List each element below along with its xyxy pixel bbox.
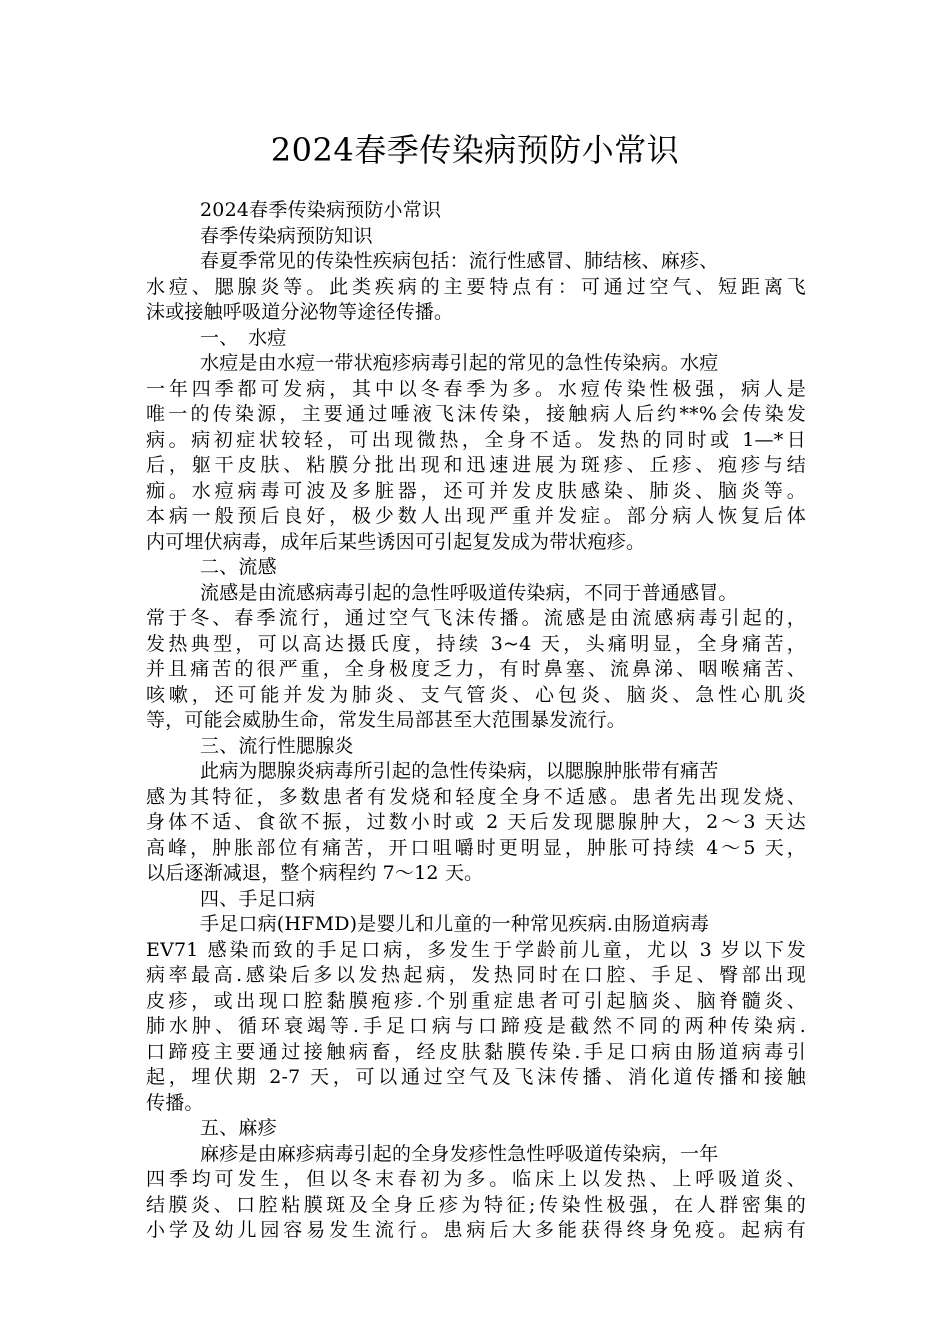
- text-line: 传播。: [146, 1091, 204, 1114]
- text-line: 二、流感: [200, 556, 277, 578]
- text-line: 身体不适、食欲不振，过数小时或 2 天后发现腮腺肿大，2～3 天达: [146, 811, 806, 833]
- text-line: 咳嗽，还可能并发为肺炎、支气管炎、心包炎、脑炎、急性心肌炎: [146, 683, 806, 706]
- text-line: 流感是由流感病毒引起的急性呼吸道传染病，不同于普通感冒。: [200, 581, 738, 604]
- text-line: EV71 感染而致的手足口病，多发生于学龄前儿童，尤以 3 岁以下发: [146, 938, 806, 961]
- text-line: 四、手足口病: [200, 887, 316, 910]
- text-line: 三、流行性腮腺炎: [200, 734, 354, 757]
- text-line: 病率最高.感染后多以发热起病，发热同时在口腔、手足、臀部出现: [146, 964, 806, 986]
- text-line: 口蹄疫主要通过接触病畜，经皮肤黏膜传染.手足口病由肠道病毒引: [146, 1040, 806, 1063]
- text-line: 痂。水痘病毒可波及多脏器，还可并发皮肤感染、肺炎、脑炎等。: [146, 479, 806, 502]
- text-line: 高峰，肿胀部位有痛苦，开口咀嚼时更明显，肿胀可持续 4～5 天，: [146, 836, 806, 859]
- text-line: 内可埋伏病毒，成年后某些诱因可引起复发成为带状疱疹。: [146, 530, 646, 553]
- text-line: 以后逐渐减退，整个病程约 7～12 天。: [146, 862, 484, 884]
- document-title: 2024春季传染病预防小常识: [270, 131, 680, 169]
- text-line: 并且痛苦的很严重，全身极度乏力，有时鼻塞、流鼻涕、咽喉痛苦、: [146, 658, 806, 680]
- text-line: 后，躯干皮肤、粘膜分批出现和迅速进展为斑疹、丘疹、疱疹与结: [146, 454, 806, 476]
- text-line: 感为其特征，多数患者有发烧和轻度全身不适感。患者先出现发烧、: [146, 785, 806, 808]
- text-line: 春季传染病预防知识: [200, 224, 373, 247]
- text-line: 手足口病(HFMD)是婴儿和儿童的一种常见疾病.由肠道病毒: [200, 913, 710, 935]
- text-line: 唯一的传染源，主要通过唾液飞沫传染，接触病人后约**%会传染发: [146, 403, 806, 425]
- text-line: 结膜炎、口腔粘膜斑及全身丘疹为特征;传染性极强，在人群密集的: [146, 1193, 806, 1216]
- text-line: 本病一般预后良好，极少数人出现严重并发症。部分病人恢复后体: [146, 505, 806, 527]
- text-line: 五、麻疹: [200, 1117, 277, 1139]
- text-line: 皮疹，或出现口腔黏膜疱疹.个别重症患者可引起脑炎、脑脊髓炎、: [146, 989, 806, 1012]
- text-line: 此病为腮腺炎病毒所引起的急性传染病，以腮腺肿胀带有痛苦: [200, 760, 719, 782]
- text-line: 一年四季都可发病，其中以冬春季为多。水痘传染性极强，病人是: [146, 377, 806, 400]
- text-line: 水痘是由水痘一带状疱疹病毒引起的常见的急性传染病。水痘: [200, 352, 719, 374]
- text-line: 2024春季传染病预防小常识: [200, 199, 442, 221]
- text-line: 沫或接触呼吸道分泌物等途径传播。: [146, 301, 454, 323]
- text-line: 麻疹是由麻疹病毒引起的全身发疹性急性呼吸道传染病，一年: [200, 1142, 719, 1165]
- text-line: 小学及幼儿园容易发生流行。患病后大多能获得终身免疫。起病有: [146, 1219, 806, 1241]
- text-line: 一、 水痘: [200, 326, 287, 349]
- text-line: 肺水肿、循环衰竭等.手足口病与口蹄疫是截然不同的两种传染病.: [146, 1015, 806, 1037]
- text-line: 起，埋伏期 2-7 天，可以通过空气及飞沫传播、消化道传播和接触: [146, 1066, 806, 1088]
- text-line: 病。病初症状较轻，可出现微热，全身不适。发热的同时或 1—*日: [146, 428, 806, 451]
- text-line: 常于冬、春季流行，通过空气飞沫传播。流感是由流感病毒引起的，: [146, 607, 806, 629]
- text-line: 四季均可发生，但以冬末春初为多。临床上以发热、上呼吸道炎、: [146, 1168, 806, 1190]
- text-line: 水痘、腮腺炎等。此类疾病的主要特点有：可通过空气、短距离飞: [146, 275, 806, 298]
- document-body: [146, 198, 806, 1244]
- text-line: 春夏季常见的传染性疾病包括：流行性感冒、肺结核、麻疹、: [200, 250, 719, 272]
- text-line: 发热典型，可以高达摄氏度，持续 3~4 天，头痛明显，全身痛苦，: [146, 632, 806, 655]
- text-line: 等，可能会威胁生命，常发生局部甚至大范围暴发流行。: [146, 709, 627, 731]
